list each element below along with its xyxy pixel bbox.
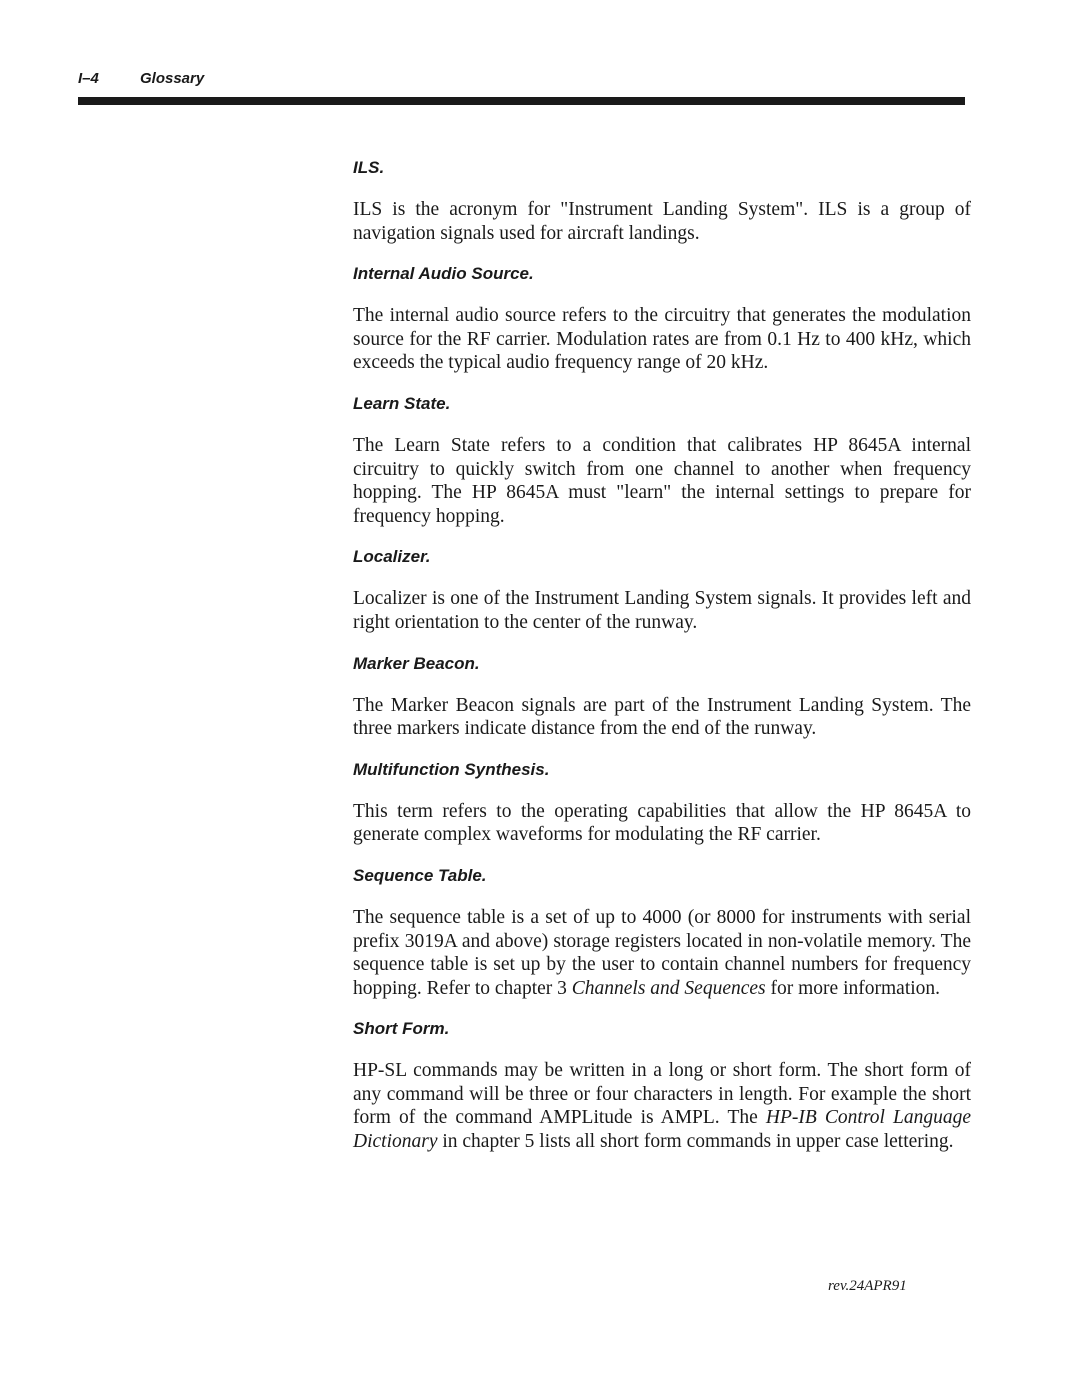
revision-stamp: rev.24APR91 [828, 1278, 907, 1294]
glossary-term: ILS. [353, 158, 385, 177]
definition-text: The sequence table is a set of up to 4000 (or 8000 for instruments with serial prefix 3019A and above) storage registers located in non-volatile memory. The sequence table is set up by the user to contain channel numbers for frequency hopping. Refer to chapter 3 [353, 906, 971, 999]
glossary-definition: The Marker Beacon signals are part of the Instrument Landing System. The three markers indicate distance from the end of the runway. [353, 694, 971, 740]
glossary-definition: Localizer is one of the Instrument Landing System signals. It provides left and right orientation to the center of the runway. [353, 588, 971, 633]
glossary-term: Localizer. [353, 547, 431, 567]
glossary-definition [353, 906, 971, 1000]
glossary-definition: This term refers to the operating capabilities that allow the HP 8645A to generate complex waveforms for modulating the RF carrier. [353, 800, 971, 846]
glossary-entry-short-form [353, 1017, 971, 1153]
glossary-term: Internal Audio Source. [353, 264, 534, 284]
glossary-definition [353, 1059, 971, 1153]
definition-text: in chapter 5 lists all short form commands in upper case lettering. [437, 1131, 954, 1153]
glossary-entry-multifunction-synthesis [353, 758, 971, 847]
glossary-entry-learn-state [353, 392, 971, 528]
glossary-term: Multifunction Synthesis. [353, 759, 550, 779]
glossary-term: Marker Beacon. [353, 653, 480, 673]
chapter-reference: Channels and Sequences [571, 977, 766, 999]
glossary-term: Short Form. [353, 1019, 450, 1039]
glossary-definition: ILS is the acronym for "Instrument Landing System". ILS is a group of navigation signals used for aircraft landings. [353, 199, 971, 244]
section-title: Glossary [140, 70, 205, 87]
glossary-entry-marker-beacon [353, 652, 971, 741]
glossary-definition: The Learn State refers to a condition that calibrates HP 8645A internal circuitry to quickly switch from one channel to another when frequency hopping. The HP 8645A must "learn" the internal settings to prepare for frequency hopping. [353, 434, 971, 527]
glossary-entry-ils [353, 156, 971, 245]
glossary-content [353, 156, 971, 1171]
definition-text: for more information. [765, 977, 941, 999]
glossary-definition: The internal audio source refers to the circuitry that generates the modulation source for the RF carrier. Modulation rates are from 0.1 Hz to 400 kHz, which exceeds the typical audio frequency range of 20 kHz. [353, 305, 971, 374]
glossary-entry-internal-audio-source [353, 262, 971, 375]
glossary-entry-localizer [353, 545, 971, 634]
glossary-term: Learn State. [353, 393, 451, 413]
definition-text: HP-SL commands may be written in a long or short form. The short form of any command will be three or four characters in length. For example the short form of the command AMPLitude is AMPL. The [353, 1060, 971, 1129]
page-number: I–4 [78, 70, 99, 87]
glossary-term: Sequence Table. [353, 865, 487, 885]
document-reference: HP-IB Control Language Dictionary [353, 1107, 972, 1153]
page-header [78, 70, 204, 87]
header-rule [78, 97, 965, 105]
glossary-entry-sequence-table [353, 864, 971, 1000]
